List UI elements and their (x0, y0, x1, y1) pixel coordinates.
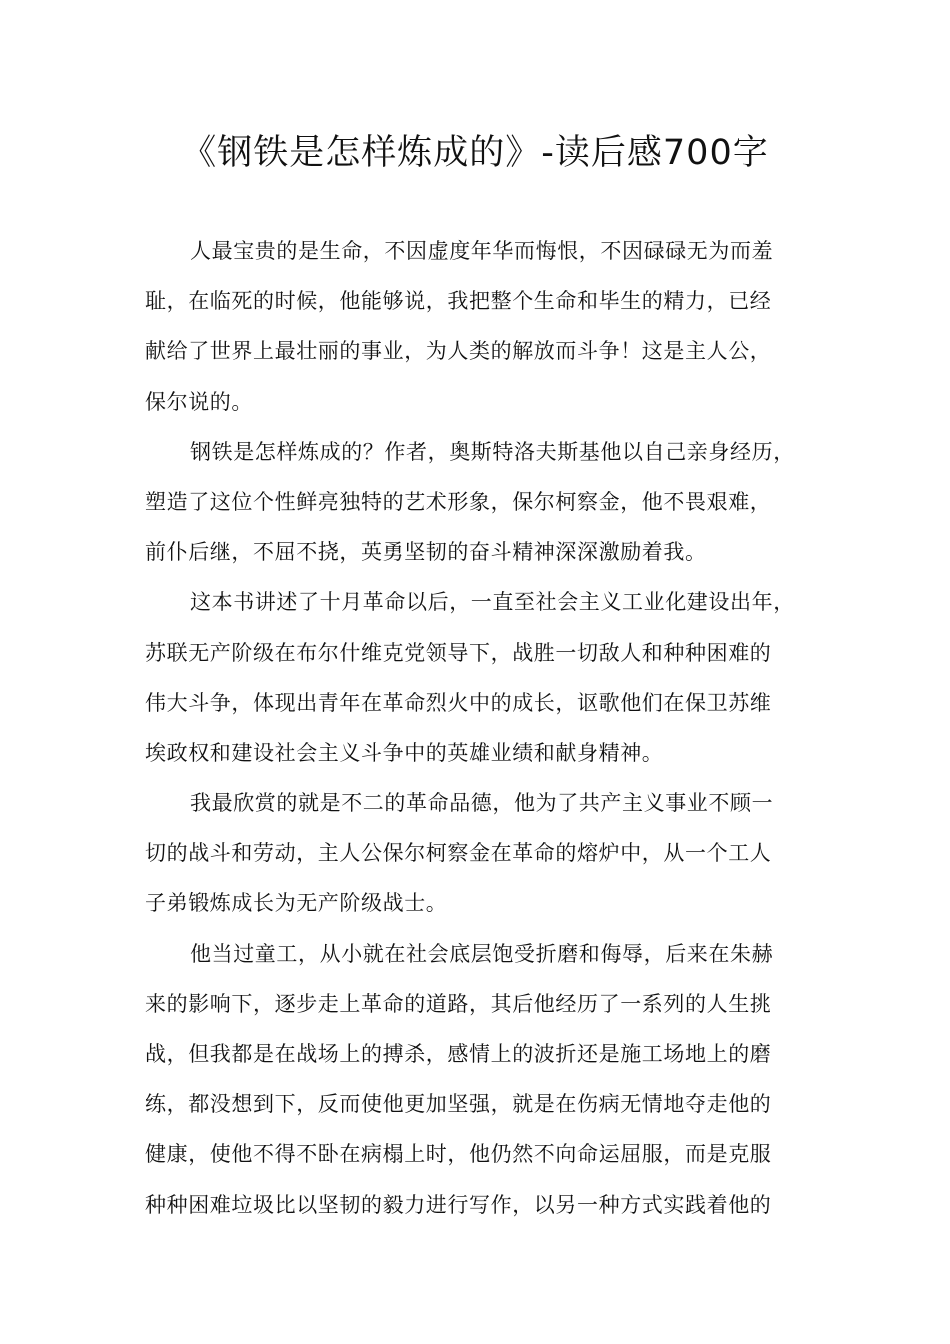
paragraph-3-line-3: 伟大斗争，体现出青年在革命烈火中的成长，讴歌他们在保卫苏维 (145, 690, 772, 715)
paragraph-4-line-1: 我最欣赏的就是不二的革命品德，他为了共产主义事业不顾一 (190, 791, 774, 816)
paragraph-3-line-1: 这本书讲述了十月革命以后，一直至社会主义工业化建设出年， (190, 590, 795, 615)
paragraph-2-line-3: 前仆后继，不屈不挠，英勇坚韧的奋斗精神深深激励着我。 (145, 540, 707, 565)
paragraph-5-line-6: 种种困难垃圾比以坚韧的毅力进行写作，以另一种方式实践着他的 (145, 1192, 772, 1217)
paragraph-1-line-1: 人最宝贵的是生命，不因虚度年华而悔恨，不因碌碌无为而羞 (190, 239, 774, 263)
paragraph-5-line-3: 战，但我都是在战场上的搏杀，感情上的波折还是施工场地上的磨 (145, 1042, 772, 1066)
paragraph-3-line-2: 苏联无产阶级在布尔什维克党领导下，战胜一切敌人和种种困难的 (145, 640, 772, 665)
document-title: 《钢铁是怎样炼成的》-读后感700字 (181, 133, 769, 173)
paragraph-4-line-3: 子弟锻炼成长为无产阶级战士。 (145, 891, 448, 916)
paragraph-5-line-4: 练，都没想到下，反而使他更加坚强，就是在伤病无情地夺走他的 (145, 1092, 772, 1117)
paragraph-1-line-2: 耻，在临死的时候，他能够说，我把整个生命和毕生的精力，已经 (145, 289, 772, 314)
paragraph-1-line-3: 献给了世界上最壮丽的事业，为人类的解放而斗争！这是主人公， (145, 339, 772, 364)
paragraph-3-line-4: 埃政权和建设社会主义斗争中的英雄业绩和献身精神。 (145, 740, 664, 765)
paragraph-1-line-4: 保尔说的。 (145, 389, 253, 414)
document-body (145, 226, 807, 1230)
paragraph-2-line-2: 塑造了这位个性鲜亮独特的艺术形象，保尔柯察金，他不畏艰难， (145, 489, 772, 514)
paragraph-4-line-2: 切的战斗和劳动，主人公保尔柯察金在革命的熔炉中，从一个工人 (145, 841, 772, 866)
paragraph-5-line-2: 来的影响下，逐步走上革命的道路，其后他经历了一系列的人生挑 (145, 991, 772, 1016)
paragraph-2-line-1: 钢铁是怎样炼成的？作者，奥斯特洛夫斯基他以自己亲身经历， (190, 439, 795, 464)
paragraph-5-line-5: 健康，使他不得不卧在病榻上时，他仍然不向命运屈服，而是克服 (145, 1142, 772, 1167)
paragraph-5-line-1: 他当过童工，从小就在社会底层饱受折磨和侮辱，后来在朱赫 (190, 941, 774, 966)
